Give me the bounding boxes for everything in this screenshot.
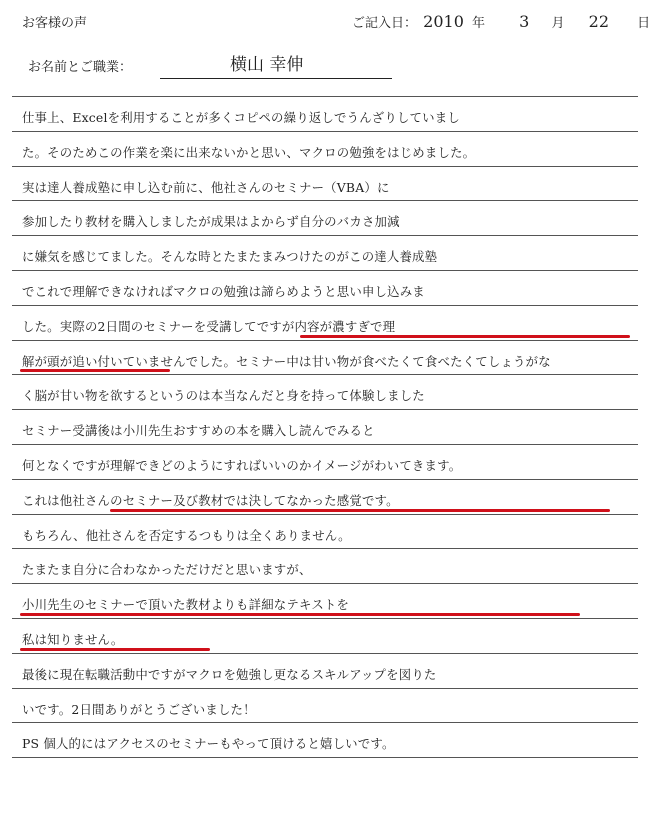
body-line: 解が頭が追い付いていませんでした。セミナー中は甘い物が食べたくて食べたくてしょうがな	[22, 354, 551, 369]
body-line: セミナー受講後は小川先生おすすめの本を購入し読んでみると	[22, 423, 375, 438]
ruled-line	[12, 374, 638, 375]
date-day: 22	[588, 12, 610, 31]
ruled-line	[12, 235, 638, 236]
ruled-line	[12, 479, 638, 480]
date-year: 2010	[423, 12, 464, 31]
body-line: 小川先生のセミナーで頂いた教材よりも詳細なテキストを	[22, 597, 350, 612]
ruled-line	[12, 688, 638, 689]
emphasis-underline	[110, 509, 610, 512]
ruled-line	[12, 409, 638, 410]
ruled-line	[12, 444, 638, 445]
date-year-unit: 年	[472, 16, 486, 31]
ruled-line	[12, 548, 638, 549]
body-line: た。そのためこの作業を楽に出来ないかと思い、マクロの勉強をはじめました。	[22, 145, 476, 160]
body-line: 最後に現在転職活動中ですがマクロを勉強し更なるスキルアップを図りた	[22, 667, 437, 682]
ruled-line	[12, 653, 638, 654]
body-line: PS 個人的にはアクセスのセミナーもやって頂けると嬉しいです。	[22, 736, 395, 751]
form-title: お客様の声	[22, 16, 88, 31]
body-line: でこれで理解できなければマクロの勉強は諦らめようと思い申し込みま	[22, 284, 425, 299]
ruled-line	[12, 583, 638, 584]
date-day-unit: 日	[637, 16, 650, 31]
body-line: 何となくですが理解できどのようにすればいいのかイメージがわいてきます。	[22, 458, 462, 473]
body-line: 私は知りません。	[22, 632, 124, 647]
body-line: 参加したり教材を購入しましたが成果はよからず自分のバカさ加減	[22, 214, 400, 229]
body-line: 仕事上、Excelを利用することが多くコピペの繰り返しでうんざりしていまし	[22, 110, 460, 125]
emphasis-underline	[20, 369, 170, 372]
body-line: した。実際の2日間のセミナーを受講してですが内容が濃すぎで理	[22, 319, 396, 334]
body-line: 実は達人養成塾に申し込む前に、他社さんのセミナー（VBA）に	[22, 180, 390, 195]
ruled-line	[12, 618, 638, 619]
date-label: ご記入日：	[352, 16, 418, 31]
body-line: に嫌気を感じてました。そんな時とたまたまみつけたのがこの達人養成塾	[22, 249, 438, 264]
emphasis-underline	[20, 613, 580, 616]
emphasis-underline	[300, 335, 630, 338]
name-label: お名前とご職業：	[28, 60, 133, 75]
name-value: 横山 幸伸	[230, 55, 304, 75]
ruled-line	[12, 96, 638, 97]
ruled-line	[12, 270, 638, 271]
body-line: もちろん、他社さんを否定するつもりは全くありません。	[22, 528, 351, 543]
body-line: いです。2日間ありがとうございました！	[22, 702, 256, 717]
emphasis-underline	[20, 648, 210, 651]
body-line: これは他社さんのセミナー及び教材では決してなかった感覚です。	[22, 493, 399, 508]
ruled-line	[12, 166, 638, 167]
date-month-unit: 月	[551, 16, 565, 31]
entry-date	[352, 12, 650, 31]
ruled-line	[12, 722, 638, 723]
ruled-line	[12, 131, 638, 132]
ruled-line	[12, 305, 638, 306]
date-month: 3	[519, 12, 530, 31]
ruled-line	[12, 757, 638, 758]
name-underline	[160, 78, 392, 79]
body-line: く脳が甘い物を欲するというのは本当なんだと身を持って体験しました	[22, 388, 425, 403]
ruled-line	[12, 200, 638, 201]
body-line: たまたま自分に合わなかっただけだと思いますが、	[22, 562, 312, 577]
ruled-line	[12, 340, 638, 341]
ruled-line	[12, 514, 638, 515]
